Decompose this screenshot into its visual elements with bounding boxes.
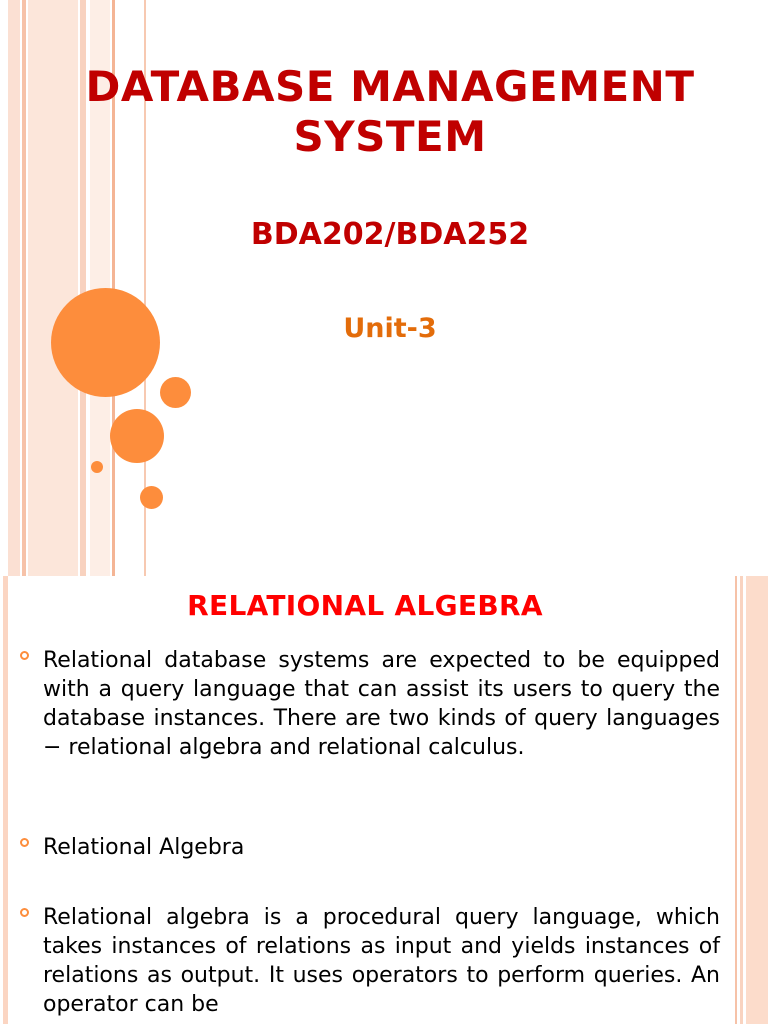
bullet-text: Relational database systems are expected to be equipped with a query language that can assist its users to query the database instances. There are two kinds of query languages − relational algebra and relational calculus. [43,648,720,760]
decorative-stripe [740,576,743,1024]
bullet-text: Relational algebra is a procedural query language, which takes instances of relations as input and yields instances of relations as output. It uses operators to perform queries. An operator can be [43,905,720,1017]
bullet-item [20,833,720,862]
content-slide [0,576,768,1024]
decorative-stripe [735,576,737,1024]
decorative-stripe [3,576,8,1024]
hollow-circle-icon [20,651,29,660]
bullet-item [20,646,720,762]
unit-label: Unit-3 [343,313,437,344]
decorative-stripe [8,0,20,576]
decorative-circle-small [160,377,191,408]
hollow-circle-icon [20,908,29,917]
hollow-circle-icon [20,838,29,847]
decorative-circle-tiny [91,461,103,473]
decorative-circle-small [140,486,163,509]
decorative-circle-medium [110,409,164,463]
bullet-item [20,903,720,1019]
slide-title-line-1: DATABASE MANAGEMENT [85,62,695,111]
slide-title-line-2: SYSTEM [293,112,487,161]
decorative-stripe [746,576,768,1024]
course-code: BDA202/BDA252 [250,217,530,252]
bullet-text: Relational Algebra [43,835,245,860]
decorative-stripe [22,0,26,576]
slide-heading: RELATIONAL ALGEBRA [187,589,543,622]
slide-title [70,62,710,162]
